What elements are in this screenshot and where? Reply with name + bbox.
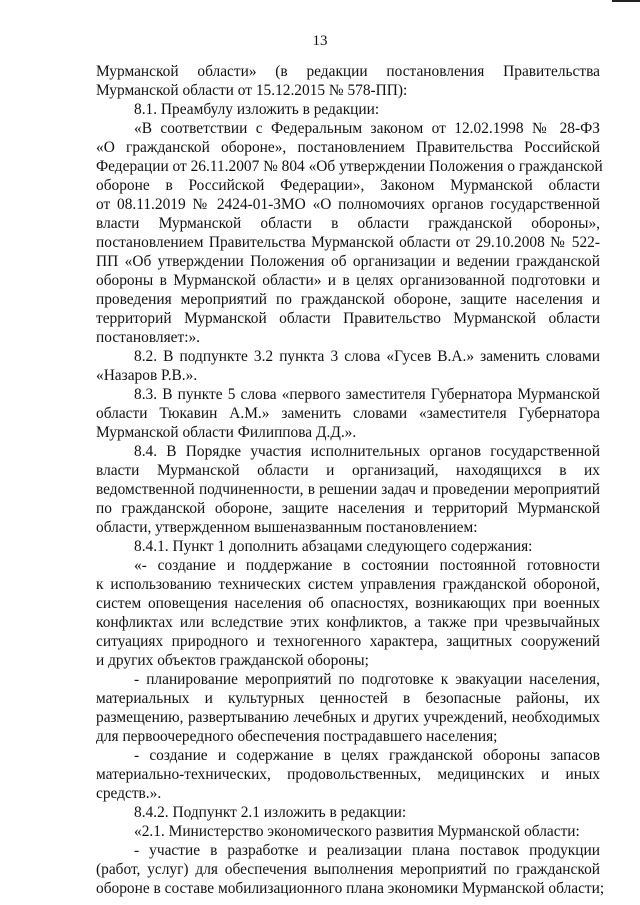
text-line: средств.». [96,785,162,802]
text-line: «В соответствии с Федеральным законом от 12.02.1998 № 28-ФЗ [134,120,600,137]
text-line: для первоочередного обеспечения пострадавшего населения; [96,728,498,745]
text-line: Мурманской области Филиппова Д.Д.». [96,424,357,441]
text-line: области, утвержденном вышеназванным постановлением: [96,519,478,536]
text-line: ведомственной подчиненности, в решении задач и проведении мероприятий [96,481,600,498]
text-line: 8.1. Преамбулу изложить в редакции: [134,101,380,118]
text-line: «- создание и поддержание в состоянии постоянной готовности [134,557,600,574]
text-line: (работ, услуг) для обеспечения выполнения мероприятий по гражданской [96,861,600,878]
text-line: от 08.11.2019 № 2424-01-ЗМО «О полномочиях органов государственной [96,196,600,213]
text-line: к использованию технических систем управления гражданской обороной, [96,576,600,593]
text-line: по гражданской обороне, защите населения и территорий Мурманской [96,500,600,517]
text-line: обороны в Мурманской области» и в целях организованной подготовки и [96,272,600,289]
text-line: ПП «Об утверждении Положения об организации и ведении гражданской [96,253,600,270]
text-line: власти Мурманской области и организаций, находящихся в их [96,462,600,479]
text-line: области Тюкавин А.М.» заменить словами «заместителя Губернатора [96,405,600,422]
text-line: постановлением Правительства Мурманской области от 29.10.2008 № 522- [96,234,600,251]
text-line: Мурманской области от 15.12.2015 № 578-ПП): [96,82,408,99]
text-line: обороне в составе мобилизационного плана экономики Мурманской области; [96,880,605,897]
text-line: 8.2. В подпункте 3.2 пункта 3 слова «Гусев В.А.» заменить словами [134,348,600,365]
page-number: 13 [312,33,328,49]
text-line: «Назаров Р.В.». [96,367,198,384]
text-line: постановляет:». [96,329,201,346]
text-line: Мурманской области» (в редакции постановления Правительства [96,63,600,80]
text-line: 8.4.1. Пункт 1 дополнить абзацами следующего содержания: [134,538,533,555]
text-line: размещению, развертыванию лечебных и других учреждений, необходимых [96,709,600,726]
text-line: - планирование мероприятий по подготовке к эвакуации населения, [134,671,600,688]
text-line: «2.1. Министерство экономического развития Мурманской области: [134,823,580,840]
text-line: материальных и культурных ценностей в безопасные районы, их [96,690,600,707]
text-line: обороне в Российской Федерации», Законом Мурманской области [96,177,600,194]
text-line: - участие в разработке и реализации плана поставок продукции [134,842,600,859]
text-line: и других объектов гражданской обороны; [96,652,369,669]
text-line: 8.4. В Порядке участия исполнительных органов государственной [134,443,600,460]
text-line: материально-технических, продовольственных, медицинских и иных [96,766,600,783]
text-line: «О гражданской обороне», постановлением Правительства Российской [96,139,600,156]
text-line: ситуациях природного и техногенного характера, защитных сооружений [96,633,600,650]
text-line: власти Мурманской области в области гражданской обороны», [96,215,600,232]
text-line: конфликтах или вследствие этих конфликтов, а также при чрезвычайных [96,614,600,631]
text-line: Федерации от 26.11.2007 № 804 «Об утверждении Положения о гражданской [96,158,603,175]
text-line: проведения мероприятий по гражданской обороне, защите населения и [96,291,600,308]
text-line: 8.4.2. Подпункт 2.1 изложить в редакции: [134,804,407,821]
scan-edge-mark [612,0,640,2]
text-line: территорий Мурманской области Правительство Мурманской области [96,310,600,327]
text-line: - создание и содержание в целях гражданской обороны запасов [134,747,600,764]
text-line: 8.3. В пункте 5 слова «первого заместителя Губернатора Мурманской [134,386,600,403]
text-line: систем оповещения населения об опасностях, возникающих при военных [96,595,600,612]
